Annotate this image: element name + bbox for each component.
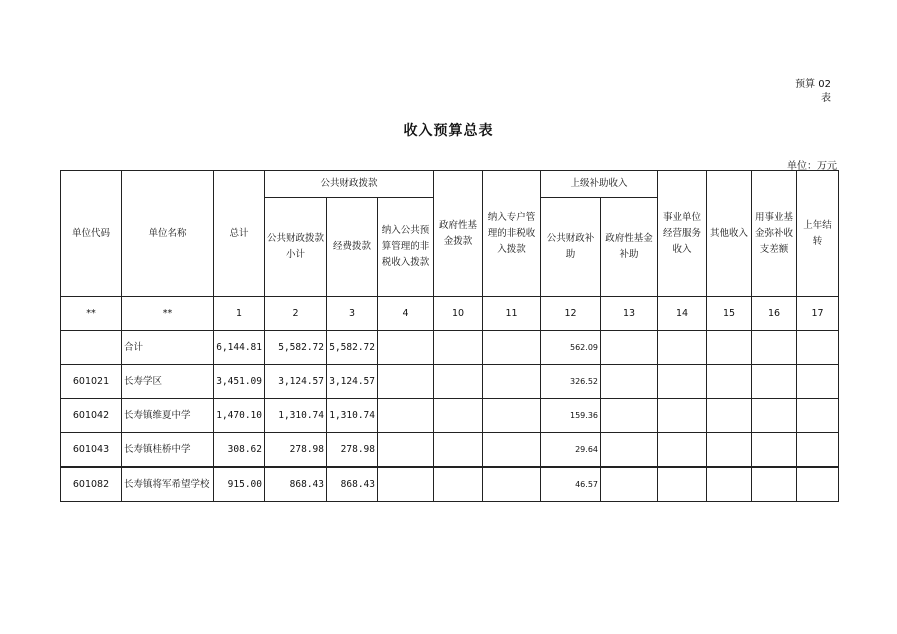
empty-cell [483, 467, 541, 502]
sup-public-value: 159.36 [541, 399, 601, 433]
empty-cell [378, 365, 434, 399]
index-row [61, 297, 839, 331]
empty-cell [434, 467, 483, 502]
funding-value: 5,582.72 [327, 331, 378, 365]
empty-cell [658, 399, 707, 433]
empty-cell [434, 433, 483, 468]
empty-cell [797, 399, 839, 433]
header-total: 总计 [214, 171, 265, 297]
header-business: 事业单位经营服务收入 [658, 171, 707, 297]
empty-cell [658, 331, 707, 365]
index-cell: 4 [378, 297, 434, 331]
public-subtotal-value: 1,310.74 [265, 399, 327, 433]
unit-name: 长寿镇维夏中学 [122, 399, 214, 433]
empty-cell [434, 399, 483, 433]
sup-public-value: 46.57 [541, 467, 601, 502]
unit-label: 单位：万元 [787, 161, 837, 172]
empty-cell [707, 467, 752, 502]
index-cell: 1 [214, 297, 265, 331]
header-carryover: 上年结转 [797, 171, 839, 297]
empty-cell [483, 331, 541, 365]
sup-public-value: 326.52 [541, 365, 601, 399]
index-cell: 10 [434, 297, 483, 331]
table-row [61, 399, 839, 433]
form-number-line2: 表 [821, 93, 831, 104]
total-value: 915.00 [214, 467, 265, 502]
table-row [61, 433, 839, 468]
empty-cell [601, 365, 658, 399]
empty-cell [797, 331, 839, 365]
header-public-subtotal: 公共财政拨款小计 [265, 198, 327, 297]
index-cell: 12 [541, 297, 601, 331]
empty-cell [707, 433, 752, 468]
index-cell: 11 [483, 297, 541, 331]
funding-value: 3,124.57 [327, 365, 378, 399]
empty-cell [752, 331, 797, 365]
unit-code [61, 331, 122, 365]
index-cell: 16 [752, 297, 797, 331]
unit-name: 长寿学区 [122, 365, 214, 399]
empty-cell [601, 433, 658, 468]
table-row [61, 467, 839, 502]
header-public-group: 公共财政拨款 [265, 171, 434, 198]
empty-cell [434, 331, 483, 365]
empty-cell [483, 399, 541, 433]
budget-table [60, 170, 839, 502]
header-other: 其他收入 [707, 171, 752, 297]
total-value: 6,144.81 [214, 331, 265, 365]
unit-code: 601043 [61, 433, 122, 468]
header-superior-group: 上级补助收入 [541, 171, 658, 198]
index-cell: 13 [601, 297, 658, 331]
funding-value: 1,310.74 [327, 399, 378, 433]
header-funding: 经费拨款 [327, 198, 378, 297]
table-row [61, 331, 839, 365]
header-gov-fund: 政府性基金拨款 [434, 171, 483, 297]
index-cell: ** [61, 297, 122, 331]
form-number [791, 78, 831, 106]
public-subtotal-value: 3,124.57 [265, 365, 327, 399]
index-cell: 3 [327, 297, 378, 331]
empty-cell [658, 433, 707, 468]
empty-cell [378, 399, 434, 433]
header-sup-public: 公共财政补助 [541, 198, 601, 297]
table-row [61, 365, 839, 399]
unit-code: 601042 [61, 399, 122, 433]
empty-cell [601, 467, 658, 502]
sup-public-value: 562.09 [541, 331, 601, 365]
unit-name: 长寿镇将军希望学校 [122, 467, 214, 502]
form-number-line1: 预算 02 [795, 79, 831, 90]
unit-code: 601021 [61, 365, 122, 399]
index-cell: ** [122, 297, 214, 331]
index-cell: 15 [707, 297, 752, 331]
empty-cell [707, 331, 752, 365]
empty-cell [483, 365, 541, 399]
unit-name: 合计 [122, 331, 214, 365]
header-sup-gov-fund: 政府性基金补助 [601, 198, 658, 297]
header-code: 单位代码 [61, 171, 122, 297]
public-subtotal-value: 5,582.72 [265, 331, 327, 365]
funding-value: 278.98 [327, 433, 378, 468]
index-cell: 2 [265, 297, 327, 331]
header-fund-make-up: 用事业基金弥补收支差额 [752, 171, 797, 297]
empty-cell [752, 365, 797, 399]
empty-cell [797, 467, 839, 502]
page-title: 收入预算总表 [403, 123, 494, 139]
total-value: 308.62 [214, 433, 265, 468]
empty-cell [601, 399, 658, 433]
header-special-nontax: 纳入专户管理的非税收入拨款 [483, 171, 541, 297]
sup-public-value: 29.64 [541, 433, 601, 468]
empty-cell [797, 365, 839, 399]
funding-value: 868.43 [327, 467, 378, 502]
empty-cell [707, 399, 752, 433]
empty-cell [378, 433, 434, 468]
total-value: 1,470.10 [214, 399, 265, 433]
empty-cell [658, 467, 707, 502]
index-cell: 17 [797, 297, 839, 331]
empty-cell [483, 433, 541, 468]
public-subtotal-value: 868.43 [265, 467, 327, 502]
header-name: 单位名称 [122, 171, 214, 297]
unit-code: 601082 [61, 467, 122, 502]
empty-cell [434, 365, 483, 399]
index-cell: 14 [658, 297, 707, 331]
empty-cell [797, 433, 839, 468]
empty-cell [378, 331, 434, 365]
empty-cell [752, 467, 797, 502]
empty-cell [752, 399, 797, 433]
header-nontax: 纳入公共预算管理的非税收入拨款 [378, 198, 434, 297]
empty-cell [601, 331, 658, 365]
empty-cell [707, 365, 752, 399]
unit-name: 长寿镇桂桥中学 [122, 433, 214, 468]
empty-cell [658, 365, 707, 399]
public-subtotal-value: 278.98 [265, 433, 327, 468]
empty-cell [752, 433, 797, 468]
total-value: 3,451.09 [214, 365, 265, 399]
empty-cell [378, 467, 434, 502]
